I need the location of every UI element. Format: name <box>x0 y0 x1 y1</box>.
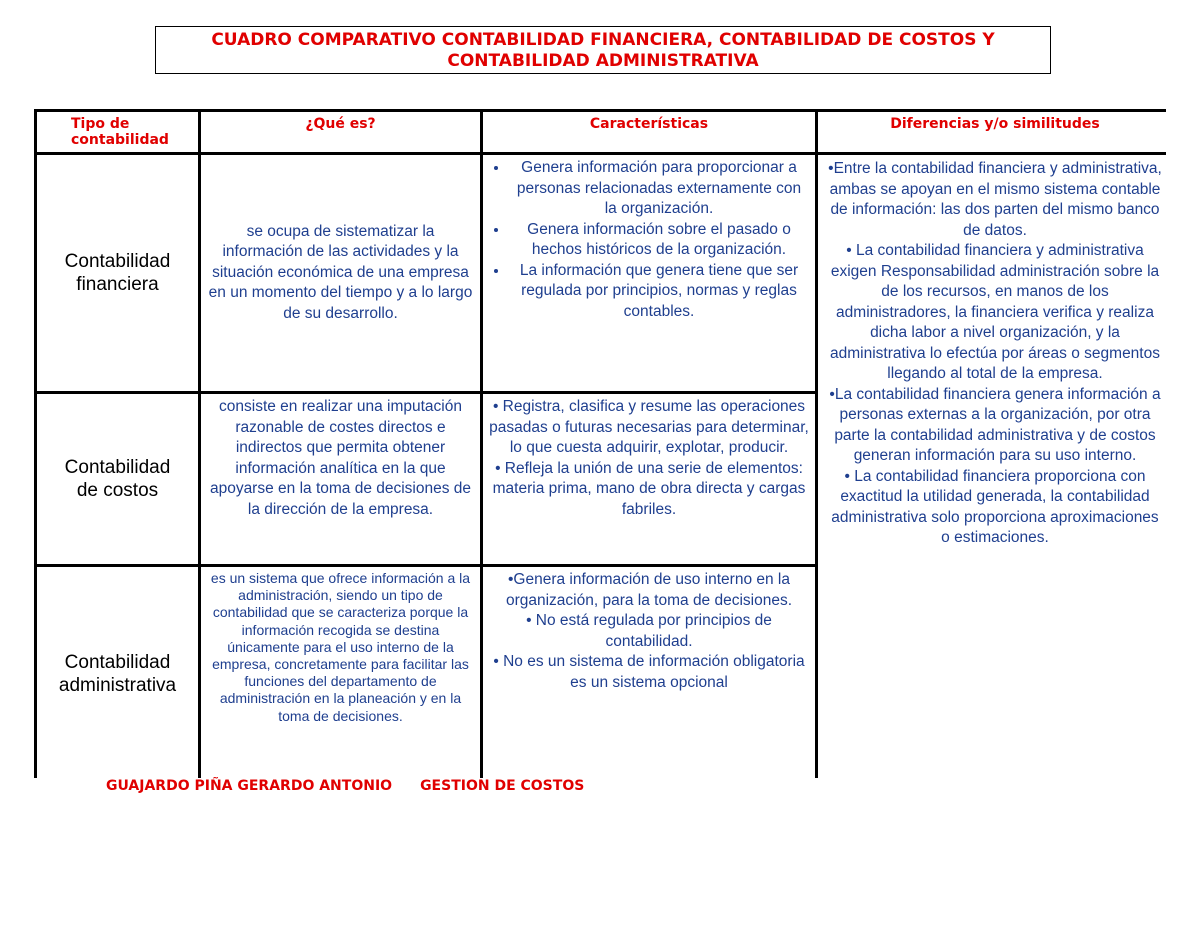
que-es-financiera <box>201 155 480 391</box>
list-item: • Genera información para proporcionar a personas relacionadas externamente con la organización. <box>509 158 809 220</box>
header-tipo <box>37 112 198 152</box>
row-label-financiera-line2: financiera <box>76 274 159 295</box>
que-es-administrativa <box>201 567 480 781</box>
header-tipo-line1: Tipo de <box>71 116 130 132</box>
list-item: • No está regulada por principios de contabilidad. <box>526 612 772 650</box>
header-diferencias: Diferencias y/o similitudes <box>818 112 1172 152</box>
que-es-financiera-text: se ocupa de sistematizar la información de las actividades y la situación económica de una empresa en un momento del tiempo y a lo largo de su desarrollo. <box>208 222 473 322</box>
header-caracteristicas: Características <box>483 112 815 152</box>
diferencia-item: •Entre la contabilidad financiera y administrativa, ambas se apoyan en el mismo sistema contable de información: las dos parten del mismo banco de datos. <box>828 160 1162 239</box>
list-item: • Registra, clasifica y resume las operaciones pasadas o futuras necesarias para determinar, lo que cuesta adquirir, explotar, producir. <box>489 398 809 456</box>
row-label-administrativa <box>37 567 198 781</box>
list-item: • Refleja la unión de una serie de elementos: materia prima, mano de obra directa y cargas fabriles. <box>492 459 806 518</box>
que-es-costos-text: consiste en realizar una imputación razonable de costes directos e indirectos que permita obtener información analítica en la que apoyarse en la toma de decisiones de la dirección de la empresa. <box>209 398 472 518</box>
row-label-financiera <box>37 155 198 391</box>
diferencia-item: •La contabilidad financiera genera información a personas externas a la organización, por otra parte la contabilidad administrativa y de costos generan información para su uso interno. <box>829 385 1161 464</box>
footer-course: GESTION DE COSTOS <box>420 778 585 794</box>
row-label-costos <box>37 394 198 564</box>
header-que-es: ¿Qué es? <box>201 112 480 152</box>
que-es-administrativa-text: es un sistema que ofrece información a la administración, siendo un tipo de contabilidad que se caracteriza porque la información recogida se destina únicamente para el uso interno de la empresa, concretamente para facilitar las funciones del departamento de administración en la planeación y en la toma de decisiones. <box>210 570 471 724</box>
caracteristicas-costos <box>483 394 815 564</box>
caracteristicas-administrativa <box>483 567 815 781</box>
footer <box>106 778 584 794</box>
header-tipo-line2: contabilidad <box>71 132 169 148</box>
row-label-costos-line2: de costos <box>76 480 159 501</box>
footer-author: GUAJARDO PIÑA GERARDO ANTONIO <box>106 778 393 794</box>
document-title <box>155 26 1051 74</box>
title-line-1: CUADRO COMPARATIVO CONTABILIDAD FINANCIERA, CONTABILIDAD DE COSTOS Y <box>211 30 995 50</box>
que-es-costos <box>201 394 480 564</box>
row-label-financiera-line1: Contabilidad <box>64 251 171 272</box>
comparison-table <box>34 109 1166 778</box>
caracteristicas-financiera <box>483 155 815 391</box>
diferencia-item: • La contabilidad financiera proporciona con exactitud la utilidad generada, la contabilidad administrativa solo proporciona aproximaciones o estimaciones. <box>831 467 1159 546</box>
list-item: •Genera información de uso interno en la organización, para la toma de decisiones. <box>505 571 793 609</box>
row-label-administrativa-line2: administrativa <box>58 675 177 696</box>
diferencias-cell <box>818 155 1172 781</box>
diferencia-item: • La contabilidad financiera y administrativa exigen Responsabilidad administración sobre la de los recursos, en manos de los administradores, la financiera verifica y realiza dicha labor a nivel organización, y la administrativa lo efectúa por áreas o segmentos llegando al total de la empresa. <box>830 242 1160 382</box>
list-item: • La información que genera tiene que ser regulada por principios, normas y reglas contables. <box>509 261 809 323</box>
title-line-2: CONTABILIDAD ADMINISTRATIVA <box>447 51 759 71</box>
row-label-administrativa-line1: Contabilidad <box>64 652 171 673</box>
row-label-costos-line1: Contabilidad <box>64 457 171 478</box>
list-item: • Genera información sobre el pasado o hechos históricos de la organización. <box>509 220 809 261</box>
list-item: • No es un sistema de información obligatoria es un sistema opcional <box>493 653 805 691</box>
